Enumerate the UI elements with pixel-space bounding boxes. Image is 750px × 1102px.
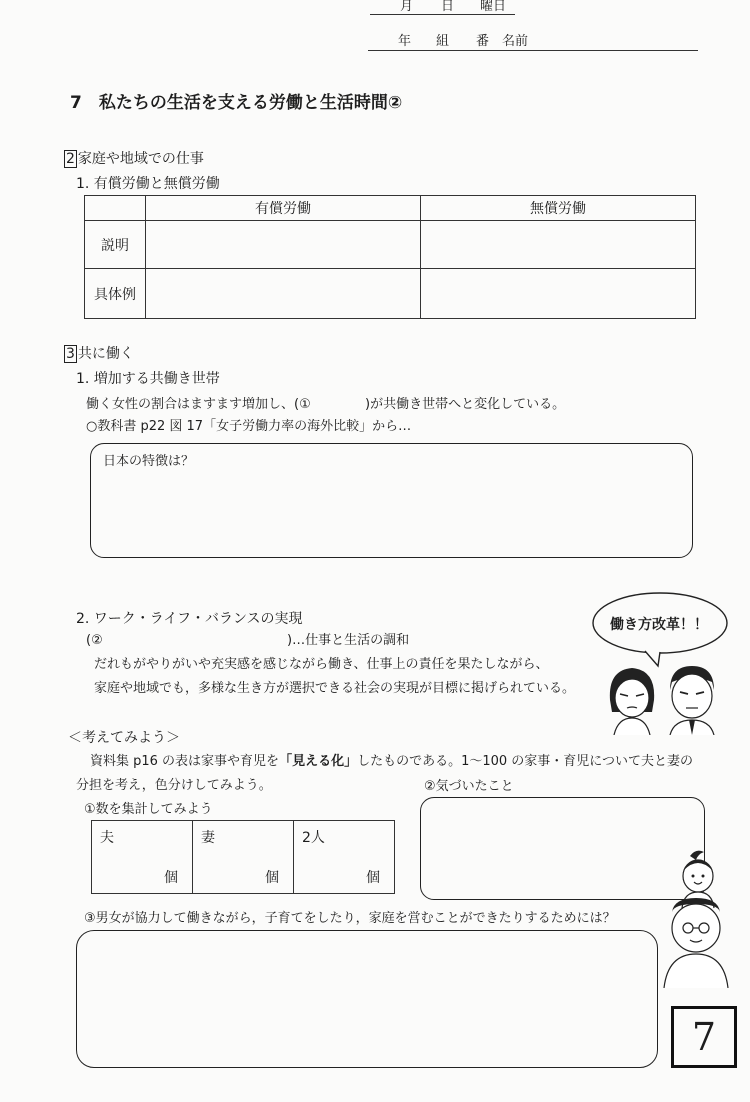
working-couple-illustration [600, 660, 725, 735]
think-line1a: 資料集 p16 の表は家事や育児を [90, 754, 280, 769]
count-label-husband: 夫 [100, 830, 114, 846]
count-unit: 個 [164, 870, 178, 886]
labor-table-row-examples: 具体例 [85, 269, 146, 319]
think-line1 [90, 753, 693, 770]
section3-sub2: 2. ワーク・ライフ・バランスの実現 [76, 611, 303, 627]
page-number: 7 [671, 1006, 737, 1068]
header-number: 番 [476, 34, 490, 49]
think-line2: 分担を考え，色分けしてみよう。 [76, 778, 272, 793]
cooperation-box[interactable] [76, 930, 658, 1068]
labor-table-corner [85, 196, 146, 221]
count-label-both: 2人 [302, 830, 325, 846]
header-day: 日 [441, 0, 455, 14]
section3-line3b: )…仕事と生活の調和 [287, 633, 410, 648]
speech-bubble-text: 働き方改革！！ [610, 617, 708, 633]
section2-title: 家庭や地域での仕事 [77, 151, 204, 167]
labor-table [84, 195, 696, 319]
date-line [370, 14, 515, 15]
parent-child-illustration [660, 848, 740, 988]
count-label-wife: 妻 [201, 830, 215, 846]
header-month: 月 [400, 0, 414, 14]
section3-line1a: 働く女性の割合はますます増加し、(① [86, 397, 311, 412]
section3-sub1: 1. 増加する共働き世帯 [76, 371, 220, 387]
header-name: 名前 [502, 34, 529, 49]
visualize-emphasis: 「見える化」 [279, 754, 358, 769]
labor-table-row-explanation: 説明 [85, 221, 146, 269]
count-cell-husband[interactable] [92, 821, 193, 894]
count-cell-both[interactable] [294, 821, 395, 894]
section3-line5: 家庭や地域でも，多様な生き方が選択できる社会の実現が目標に掲げられている。 [94, 681, 576, 696]
header-year: 年 [398, 34, 412, 49]
header-class: 組 [436, 34, 450, 49]
count-unit: 個 [265, 870, 279, 886]
labor-table-cell[interactable] [146, 269, 421, 319]
labor-table-header-unpaid: 無償労働 [421, 196, 696, 221]
page-title: 7 私たちの生活を支える労働と生活時間② [70, 93, 403, 113]
count-cell-wife[interactable] [193, 821, 294, 894]
section3-heading [64, 345, 134, 363]
section3-line2: ○教科書 p22 図 17「女子労働力率の海外比較」から… [86, 419, 412, 434]
labor-table-header-paid: 有償労働 [146, 196, 421, 221]
section2-sub1: 1. 有償労働と無償労働 [76, 176, 220, 192]
section3-line1b: )が共働き世帯へと変化している。 [365, 397, 566, 412]
section3-line3a: (② [86, 633, 103, 648]
labor-table-cell[interactable] [421, 221, 696, 269]
count-unit: 個 [366, 870, 380, 886]
think-heading: ＜考えてみよう＞ [68, 730, 180, 746]
section2-heading [64, 150, 204, 168]
japan-features-label: 日本の特徴は？ [103, 454, 195, 469]
header-weekday: 曜日 [480, 0, 507, 14]
question3-label: ③男女が協力して働きながら，子育てをしたり，家庭を営むことができたりするためには？ [84, 911, 616, 926]
section2-number: 2 [66, 151, 75, 167]
name-line [368, 50, 698, 51]
labor-table-cell[interactable] [146, 221, 421, 269]
section3-line4: だれもがやりがいや充実感を感じながら働き、仕事上の責任を果たしながら、 [94, 657, 549, 672]
labor-table-cell[interactable] [421, 269, 696, 319]
section3-number: 3 [66, 346, 75, 362]
question2-label: ②気づいたこと [424, 779, 514, 794]
question1-label: ①数を集計してみよう [84, 802, 213, 817]
section3-title: 共に働く [77, 346, 134, 362]
count-table [91, 820, 395, 894]
think-line1c: したものである。1～100 の家事・育児について夫と妻の [357, 754, 694, 769]
